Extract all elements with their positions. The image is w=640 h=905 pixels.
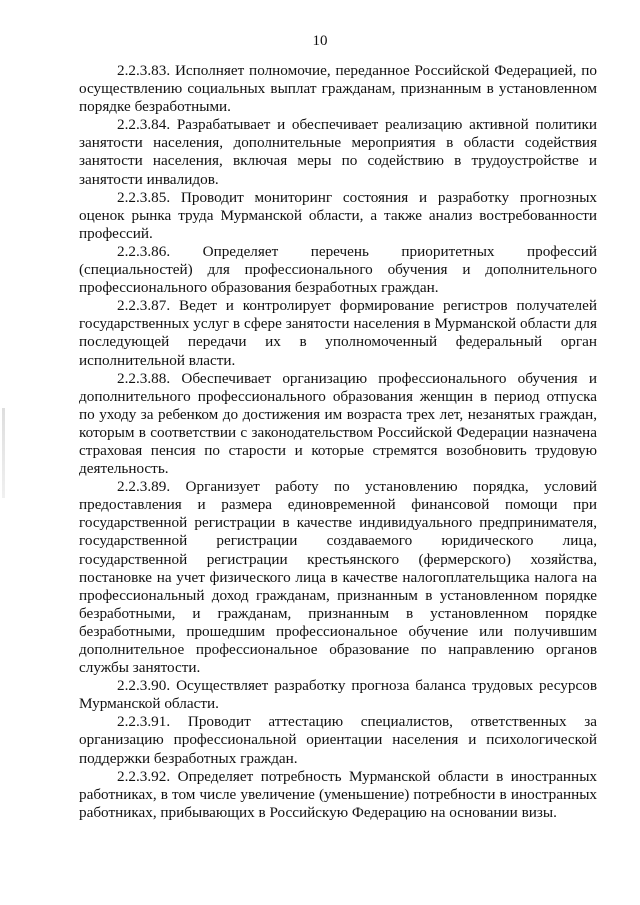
paragraph-2-2-3-89: 2.2.3.89. Организует работу по установлению порядка, условий предоставления и размера единовременной финансовой помощи при государственной регистрации в качестве индивидуального предпринимателя, государственной регистрации создаваемого юридического лица, государственной регистрации крестьянского (фермерского) хозяйства, постановке на учет физического лица в качестве налогоплательщика налога на профессиональный доход гражданам, признанным в установленном порядке безработными, и гражданам, признанным в установленном порядке безработными, прошедшим профессиональное обучение или получившим дополнительное профессиональное образование по направлению органов службы занятости. [79, 478, 597, 677]
paragraph-2-2-3-86: 2.2.3.86. Определяет перечень приоритетных профессий (специальностей) для профессионального обучения и дополнительного профессионального образования безработных граждан. [79, 242, 597, 297]
page-number: 10 [312, 33, 328, 49]
paragraph-2-2-3-92: 2.2.3.92. Определяет потребность Мурманской области в иностранных работниках, в том числе увеличение (уменьшение) потребности в иностранных работниках, прибывающих в Российскую Федерацию на основании визы. [79, 767, 597, 821]
paragraph-2-2-3-83: 2.2.3.83. Исполняет полномочие, переданное Российской Федерацией, по осуществлению социальных выплат гражданам, признанным в установленном порядке безработными. [79, 62, 597, 116]
paragraph-2-2-3-91: 2.2.3.91. Проводит аттестацию специалистов, ответственных за организацию профессиональной ориентации населения и психологической поддержки безработных граждан. [79, 713, 597, 767]
paragraph-2-2-3-88: 2.2.3.88. Обеспечивает организацию профессионального обучения и дополнительного профессионального образования женщин в период отпуска по уходу за ребенком до достижения им возраста трех лет, незанятых граждан, которым в соответствии с законодательством Российской Федерации назначена страховая пенсия по старости и которые стремятся возобновить трудовую деятельность. [79, 369, 597, 478]
scan-margin-mark [2, 408, 5, 498]
paragraph-2-2-3-90: 2.2.3.90. Осуществляет разработку прогноза баланса трудовых ресурсов Мурманской области. [79, 677, 597, 713]
paragraph-2-2-3-84: 2.2.3.84. Разрабатывает и обеспечивает реализацию активной политики занятости населения, дополнительные мероприятия в области содействия занятости населения, включая меры по содействию в трудоустройстве и занятости инвалидов. [79, 116, 597, 188]
paragraph-2-2-3-85: 2.2.3.85. Проводит мониторинг состояния и разработку прогнозных оценок рынка труда Мурманской области, а также анализ востребованности профессий. [79, 188, 597, 242]
document-body [79, 62, 597, 822]
paragraph-2-2-3-87: 2.2.3.87. Ведет и контролирует формирование регистров получателей государственных услуг в сфере занятости населения в Мурманской области для последующей передачи их в уполномоченный федеральный орган исполнительной власти. [79, 297, 597, 369]
